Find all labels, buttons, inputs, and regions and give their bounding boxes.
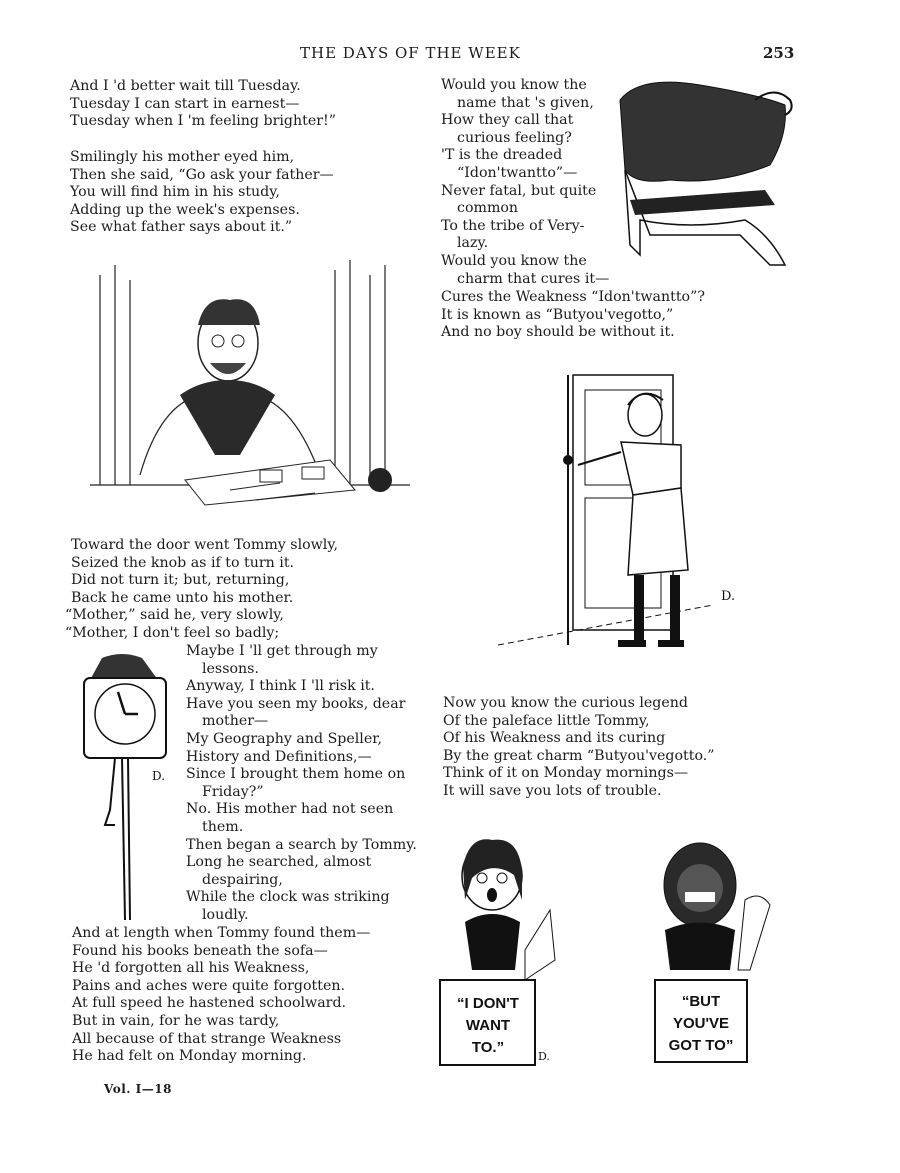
poem-line: Pains and aches were quite forgotten. bbox=[72, 977, 345, 994]
page-number: 253 bbox=[763, 44, 795, 62]
poem-line: No. His mother had not seen bbox=[186, 801, 394, 818]
artist-mark: D. bbox=[538, 1050, 550, 1063]
poem-line: How they call that bbox=[441, 112, 574, 129]
poem-line: Back he came unto his mother. bbox=[71, 589, 294, 606]
poem-line: Toward the door went Tommy slowly, bbox=[71, 537, 338, 553]
poem-line: See what father says about it.” bbox=[70, 219, 293, 236]
poem-line: Then she said, “Go ask your father— bbox=[70, 166, 334, 183]
poem-line: Since I brought them home on bbox=[186, 766, 406, 783]
poem-line: Long he searched, almost bbox=[186, 854, 372, 871]
poem-line: Never fatal, but quite bbox=[441, 182, 597, 199]
poem-line: “Mother, I don't feel so badly; bbox=[65, 624, 280, 641]
poem-line: curious feeling? bbox=[457, 129, 572, 146]
poem-line: But in vain, for he was tardy, bbox=[72, 1012, 280, 1029]
poem-line: Found his books beneath the sofa— bbox=[72, 942, 328, 959]
poem-line: Cures the Weakness “Idon'twantto”? bbox=[441, 289, 705, 305]
poem-line: And at length when Tommy found them— bbox=[72, 925, 371, 941]
poem-line: Would you know the bbox=[441, 252, 587, 269]
artist-mark: D. bbox=[152, 769, 166, 783]
box-sign-line: “BUT bbox=[681, 993, 721, 1010]
poem-line: He 'd forgotten all his Weakness, bbox=[72, 960, 310, 977]
poem-line: lazy. bbox=[457, 235, 489, 252]
poem-line: By the great charm “Butyou'vegotto.” bbox=[443, 747, 715, 764]
poem-line: “Idon'twantto”— bbox=[457, 164, 578, 181]
poem-line: To the tribe of Very- bbox=[441, 217, 585, 234]
poem-line: Of his Weakness and its curing bbox=[443, 730, 666, 747]
poem-line: Anyway, I think I 'll risk it. bbox=[186, 678, 375, 695]
poem-line: Adding up the week's expenses. bbox=[70, 201, 300, 218]
poem-line: While the clock was striking bbox=[186, 889, 390, 906]
boy-at-door-illustration bbox=[488, 370, 738, 660]
poem-line: History and Definitions,— bbox=[186, 748, 372, 765]
box-sign-line: YOU'VE bbox=[672, 1015, 730, 1032]
cuckoo-clock-illustration bbox=[70, 650, 180, 930]
stanza-3-opening bbox=[65, 537, 338, 643]
artist-mark: D. bbox=[721, 589, 736, 604]
poem-line: “Mother,” said he, very slowly, bbox=[65, 607, 284, 624]
father-at-desk-illustration bbox=[80, 255, 420, 530]
poem-line: And no boy should be without it. bbox=[441, 324, 675, 341]
stanza-2 bbox=[70, 149, 334, 237]
poem-line: Now you know the curious legend bbox=[443, 695, 688, 711]
poem-line: And I 'd better wait till Tuesday. bbox=[70, 78, 301, 94]
poem-line: common bbox=[457, 200, 519, 217]
poem-line: Tuesday when I 'm feeling brighter!” bbox=[70, 113, 336, 130]
poem-line: Would you know the bbox=[441, 77, 587, 93]
poem-line: Seized the knob as if to turn it. bbox=[71, 554, 295, 571]
poem-line: loudly. bbox=[202, 906, 249, 923]
stanza-1 bbox=[70, 78, 336, 131]
poem-line: Tuesday I can start in earnest— bbox=[70, 95, 300, 112]
poem-line: Of the paleface little Tommy, bbox=[443, 712, 650, 729]
poem-line: He had felt on Monday morning. bbox=[72, 1048, 307, 1065]
poem-line: Maybe I 'll get through my bbox=[186, 643, 378, 659]
stanza-3-beside-clock bbox=[186, 643, 417, 925]
box-sign-line: “I DON'T bbox=[457, 995, 519, 1012]
idontwantto-jack-in-box-illustration bbox=[430, 830, 570, 1070]
poem-line: Have you seen my books, dear bbox=[186, 695, 406, 712]
poem-line: 'T is the dreaded bbox=[441, 147, 563, 164]
poem-line: them. bbox=[202, 818, 244, 835]
poem-line: Friday?” bbox=[202, 783, 264, 800]
poem-line: You will find him in his study, bbox=[70, 184, 280, 201]
butyouvegotto-jack-in-box-illustration bbox=[630, 830, 780, 1070]
poem-line: Did not turn it; but, returning, bbox=[71, 572, 290, 589]
box-sign-line: GOT TO” bbox=[668, 1037, 734, 1054]
poem-line: My Geography and Speller, bbox=[186, 730, 382, 747]
poem-line: mother— bbox=[202, 713, 269, 730]
poem-line: despairing, bbox=[202, 871, 283, 888]
poem-line: Think of it on Monday mornings— bbox=[443, 765, 689, 782]
poem-line: All because of that strange Weakness bbox=[72, 1030, 342, 1047]
poem-line: lessons. bbox=[202, 660, 259, 677]
poem-line: At full speed he hastened schoolward. bbox=[72, 995, 347, 1012]
poem-line: Smilingly his mother eyed him, bbox=[70, 149, 295, 165]
stanza-5 bbox=[443, 695, 715, 801]
running-head: THE DAYS OF THE WEEK bbox=[300, 44, 521, 62]
stanza-4-beside-sofa bbox=[441, 77, 609, 288]
box-sign-line: WANT bbox=[465, 1017, 511, 1034]
box-sign-line: TO.” bbox=[471, 1039, 505, 1056]
sofa-illustration bbox=[610, 70, 800, 275]
stanza-3-ending bbox=[72, 925, 370, 1066]
poem-line: It is known as “Butyou'vegotto,” bbox=[441, 306, 674, 323]
poem-line: Then began a search by Tommy. bbox=[186, 836, 417, 853]
poem-line: charm that cures it— bbox=[457, 270, 610, 287]
poem-line: It will save you lots of trouble. bbox=[443, 782, 662, 799]
stanza-4-ending bbox=[441, 289, 705, 342]
poem-line: name that 's given, bbox=[457, 94, 594, 111]
volume-folio: Vol. I—18 bbox=[104, 1082, 172, 1096]
